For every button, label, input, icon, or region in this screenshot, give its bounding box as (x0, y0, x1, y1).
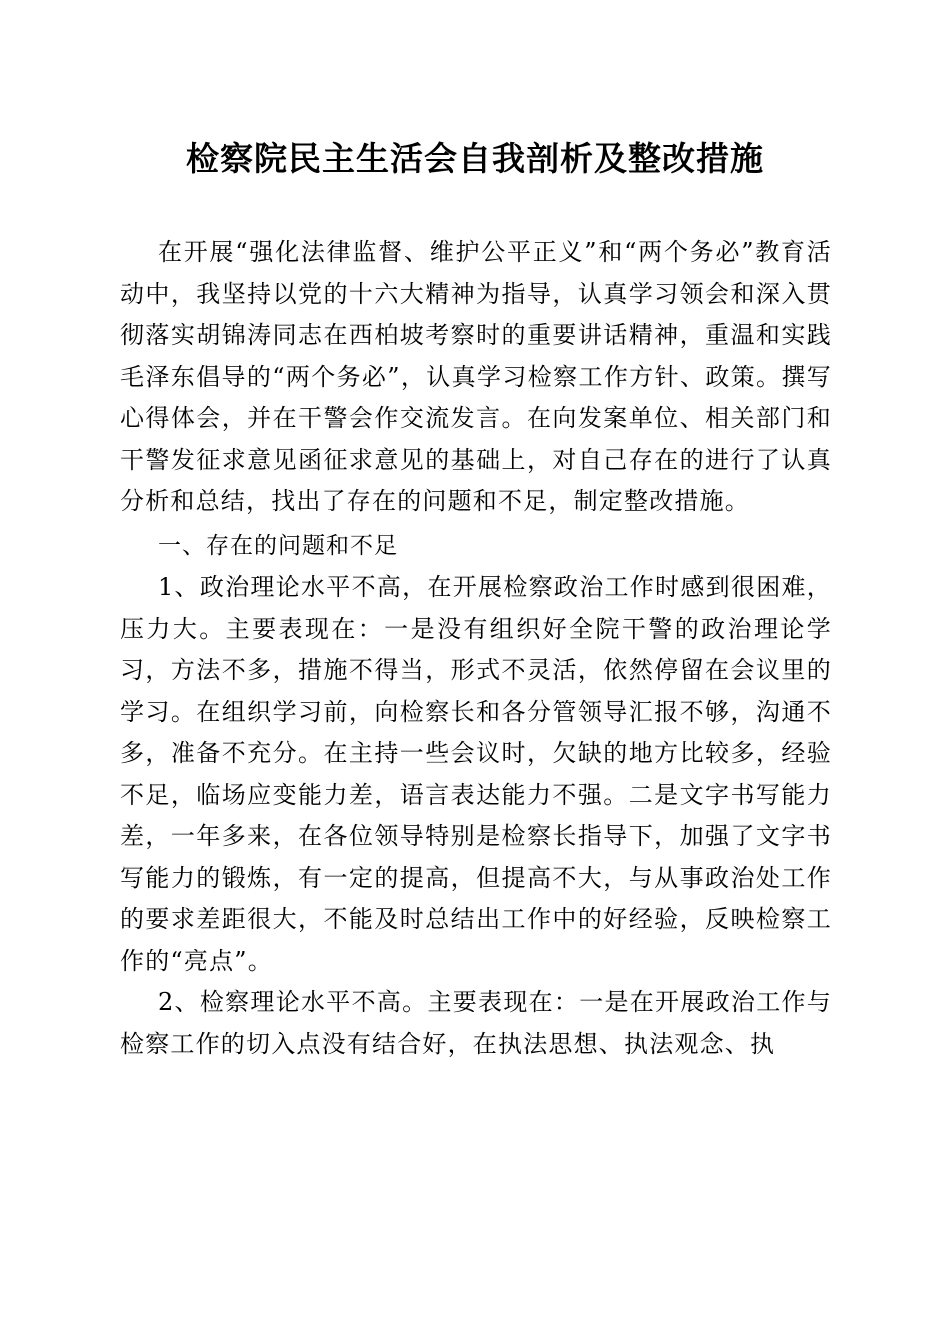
document-body (120, 232, 832, 1065)
problem-item-1: 1、政治理论水平不高，在开展检察政治工作时感到很困难，压力大。主要表现在：一是没有组织好全院干警的政治理论学习，方法不多，措施不得当，形式不灵活，依然停留在会议里的学习。在组织学习前，向检察长和各分管领导汇报不够，沟通不多，准备不充分。在主持一些会议时，欠缺的地方比较多，经验不足，临场应变能力差，语言表达能力不强。二是文字书写能力差，一年多来，在各位领导特别是检察长指导下，加强了文字书写能力的锻炼，有一定的提高，但提高不大，与从事政治处工作的要求差距很大，不能及时总结出工作中的好经验，反映检察工作的“亮点”。 (120, 573, 832, 975)
problem-item-2: 2、检察理论水平不高。主要表现在：一是在开展政治工作与检察工作的切入点没有结合好，在执法思想、执法观念、执 (120, 988, 832, 1058)
section-heading-problems: 一、存在的问题和不足 (158, 532, 398, 559)
intro-paragraph: 在开展“强化法律监督、维护公平正义”和“两个务必”教育活动中，我坚持以党的十六大精神为指导，认真学习领会和深入贯彻落实胡锦涛同志在西柏坡考察时的重要讲话精神，重温和实践毛泽东倡导的“两个务必”，认真学习检察工作方针、政策。撰写心得体会，并在干警会作交流发言。在向发案单位、相关部门和干警发征求意见函征求意见的基础上，对自己存在的进行了认真分析和总结，找出了存在的问题和不足，制定整改措施。 (120, 238, 832, 515)
document-title: 检察院民主生活会自我剖析及整改措施 (186, 139, 764, 178)
